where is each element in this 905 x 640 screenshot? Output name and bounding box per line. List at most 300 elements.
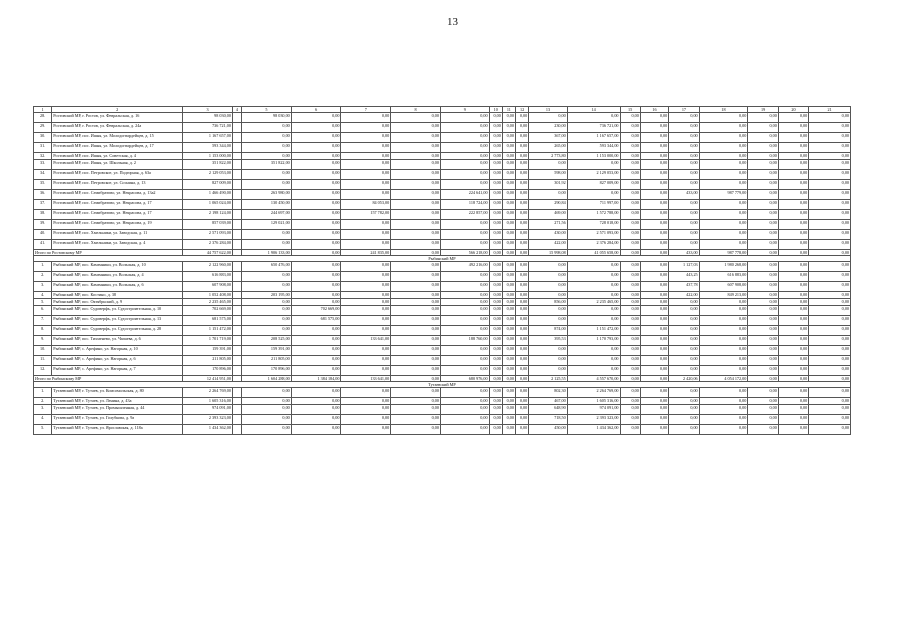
value-cell: 0,00 (640, 143, 668, 153)
value-cell: 0,00 (529, 160, 568, 170)
value-cell: 0,00 (669, 356, 699, 366)
value-cell: 430,00 (529, 230, 568, 240)
total-value-cell: 0,00 (778, 376, 808, 382)
value-cell: 0,00 (515, 316, 528, 326)
value-cell: 0,00 (515, 336, 528, 346)
value-cell (232, 346, 241, 356)
value-cell: 0,00 (341, 306, 391, 316)
value-cell: 0,00 (291, 346, 341, 356)
row-number: 4. (34, 292, 52, 299)
column-number: 21 (809, 107, 851, 113)
value-cell: 492 216,00 (440, 262, 489, 272)
value-cell: 857 039,00 (183, 220, 233, 230)
value-cell: 0,00 (567, 190, 620, 200)
value-cell: 0,00 (567, 366, 620, 376)
value-cell: 0,00 (502, 405, 515, 415)
value-cell: 0,00 (489, 366, 502, 376)
value-cell (232, 220, 241, 230)
value-cell: 0,00 (341, 366, 391, 376)
value-cell: 0,00 (489, 160, 502, 170)
value-cell: 0,00 (640, 262, 668, 272)
value-cell: 0,00 (341, 388, 391, 398)
value-cell: 0,00 (748, 220, 778, 230)
value-cell: 0,00 (778, 316, 808, 326)
value-cell: 0,00 (391, 388, 441, 398)
value-cell: 0,00 (291, 415, 341, 425)
value-cell: 0,00 (515, 230, 528, 240)
value-cell: 1 605 316,00 (183, 398, 233, 405)
value-cell (232, 190, 241, 200)
value-cell: 2 129 053,00 (567, 170, 620, 180)
value-cell: 0,00 (341, 272, 391, 282)
value-cell: 0,00 (748, 306, 778, 316)
value-cell: 0,00 (502, 388, 515, 398)
row-number: 7. (34, 316, 52, 326)
table-row (34, 415, 851, 425)
value-cell: 0,00 (809, 388, 851, 398)
value-cell: 0,00 (291, 230, 341, 240)
value-cell: 0,00 (669, 405, 699, 415)
value-cell: 0,00 (391, 143, 441, 153)
table-row (34, 262, 851, 272)
value-cell: 0,00 (440, 220, 489, 230)
value-cell: 0,00 (778, 160, 808, 170)
address-cell: Ростовский МР, пос. Семибратово, ул. Некрасова, д. 17 (52, 210, 183, 220)
value-cell: 0,00 (809, 262, 851, 272)
value-cell: 849 213,00 (699, 292, 748, 299)
address-cell: Тутаевский МР, г. Тутаев, ул. Ленина, д. 43а (52, 398, 183, 405)
value-cell: 211 805,00 (183, 356, 233, 366)
value-cell: 0,00 (502, 346, 515, 356)
address-cell: Ростовский МР, пос. Семибратово, ул. Некрасова, д. 17 (52, 200, 183, 210)
value-cell: 0,00 (669, 326, 699, 336)
value-cell: 0,00 (620, 153, 640, 160)
value-cell: 0,00 (778, 113, 808, 123)
value-cell: 0,00 (809, 356, 851, 366)
value-cell: 450,00 (529, 425, 568, 435)
value-cell: 728 018,00 (567, 220, 620, 230)
value-cell: 0,00 (809, 133, 851, 143)
column-number: 3 (183, 107, 233, 113)
value-cell: 711 997,00 (567, 200, 620, 210)
value-cell: 0,00 (515, 306, 528, 316)
value-cell: 0,00 (291, 292, 341, 299)
value-cell: 0,00 (809, 180, 851, 190)
value-cell: 222 857,00 (440, 210, 489, 220)
value-cell: 0,00 (502, 262, 515, 272)
value-cell: 0,00 (809, 220, 851, 230)
table-row (34, 170, 851, 180)
column-number: 19 (748, 107, 778, 113)
value-cell: 0,00 (341, 230, 391, 240)
address-cell: Ростовский МР, г. Ростов, ул. Февральская, д. 24а (52, 123, 183, 133)
value-cell: 0,00 (620, 398, 640, 405)
address-cell: Рыбинский МР, пос. Костино, д. 38 (52, 292, 183, 299)
value-cell: 1 151 472,00 (567, 326, 620, 336)
value-cell: 0,00 (440, 272, 489, 282)
value-cell: 0,00 (620, 133, 640, 143)
value-cell: 1 434 362,00 (183, 425, 233, 435)
value-cell: 0,00 (809, 346, 851, 356)
value-cell: 681 575,00 (183, 316, 233, 326)
value-cell: 0,00 (669, 415, 699, 425)
value-cell: 0,00 (748, 272, 778, 282)
value-cell: 0,00 (529, 262, 568, 272)
value-cell: 0,00 (809, 326, 851, 336)
value-cell: 0,00 (291, 282, 341, 292)
value-cell: 0,00 (489, 262, 502, 272)
value-cell: 0,00 (391, 366, 441, 376)
value-cell (232, 240, 241, 250)
column-number: 2 (52, 107, 183, 113)
table-row (34, 123, 851, 133)
total-value-cell: 680 976,00 (440, 376, 489, 382)
column-number: 18 (699, 107, 748, 113)
value-cell: 0,00 (669, 388, 699, 398)
value-cell: 0,00 (778, 306, 808, 316)
value-cell: 0,00 (391, 240, 441, 250)
value-cell: 0,00 (291, 153, 341, 160)
table-row (34, 398, 851, 405)
value-cell: 0,00 (242, 272, 292, 282)
address-cell: Рыбинский МР, пос. Тихменево, ул. Чапаева, д. 6 (52, 336, 183, 346)
value-cell: 0,00 (515, 292, 528, 299)
value-cell: 702 669,00 (183, 306, 233, 316)
value-cell (232, 398, 241, 405)
value-cell: 0,00 (620, 160, 640, 170)
value-cell: 0,00 (242, 405, 292, 415)
value-cell: 0,00 (620, 190, 640, 200)
value-cell: 0,00 (567, 113, 620, 123)
address-cell: Тутаевский МР, г. Тутаев, ул. Голубкова, д. 9а (52, 415, 183, 425)
value-cell: 0,00 (699, 170, 748, 180)
value-cell: 0,00 (620, 388, 640, 398)
value-cell: 0,00 (341, 282, 391, 292)
total-value-cell: 41 055 658,00 (567, 250, 620, 256)
value-cell: 0,00 (620, 405, 640, 415)
value-cell: 0,00 (778, 346, 808, 356)
value-cell: 0,00 (748, 180, 778, 190)
value-cell: 0,00 (778, 326, 808, 336)
value-cell: 0,00 (529, 113, 568, 123)
value-cell: 0,00 (620, 113, 640, 123)
value-cell: 0,00 (242, 388, 292, 398)
value-cell: 0,00 (529, 356, 568, 366)
row-number: 5. (34, 299, 52, 306)
value-cell: 0,00 (341, 316, 391, 326)
value-cell: 0,00 (341, 415, 391, 425)
value-cell: 0,00 (669, 113, 699, 123)
total-value-cell: 241 835,00 (341, 250, 391, 256)
value-cell: 0,00 (291, 170, 341, 180)
value-cell: 1 052 408,00 (183, 292, 233, 299)
value-cell: 351 822,00 (183, 160, 233, 170)
value-cell: 0,00 (502, 415, 515, 425)
value-cell: 0,00 (699, 180, 748, 190)
value-cell: 1 153 000,00 (567, 153, 620, 160)
total-value-cell: 133 641,00 (341, 376, 391, 382)
total-value-cell: 4 054 172,00 (699, 376, 748, 382)
value-cell: 0,00 (391, 306, 441, 316)
value-cell: 0,00 (242, 398, 292, 405)
section-title: Тутаевский МР (34, 382, 851, 388)
value-cell: 0,00 (440, 398, 489, 405)
value-cell: 0,00 (502, 272, 515, 282)
table-row (34, 230, 851, 240)
value-cell: 0,00 (669, 143, 699, 153)
value-cell: 0,00 (699, 366, 748, 376)
value-cell: 0,00 (489, 143, 502, 153)
value-cell: 0,00 (341, 398, 391, 405)
row-number: 2. (34, 272, 52, 282)
value-cell: 0,00 (391, 282, 441, 292)
value-cell: 0,00 (502, 123, 515, 133)
value-cell: 0,00 (669, 180, 699, 190)
value-cell: 0,00 (809, 190, 851, 200)
value-cell: 0,00 (669, 306, 699, 316)
total-value-cell: 0,00 (489, 376, 502, 382)
value-cell: 0,00 (489, 326, 502, 336)
value-cell: 0,00 (489, 113, 502, 123)
value-cell: 0,00 (669, 170, 699, 180)
value-cell: 0,00 (291, 425, 341, 435)
value-cell: 0,00 (502, 425, 515, 435)
value-cell: 0,00 (391, 336, 441, 346)
row-number: 38. (34, 210, 52, 220)
value-cell: 0,00 (809, 153, 851, 160)
value-cell: 170 896,00 (183, 366, 233, 376)
value-cell: 0,00 (669, 220, 699, 230)
value-cell: 0,00 (391, 220, 441, 230)
value-cell: 0,00 (809, 282, 851, 292)
value-cell: 0,00 (502, 113, 515, 123)
value-cell: 0,00 (529, 190, 568, 200)
value-cell: 0,00 (242, 306, 292, 316)
value-cell: 0,00 (440, 170, 489, 180)
value-cell: 2 129 053,00 (183, 170, 233, 180)
value-cell: 0,00 (502, 282, 515, 292)
section-title: Рыбинский МР (34, 256, 851, 262)
value-cell: 0,00 (502, 170, 515, 180)
value-cell: 0,00 (620, 336, 640, 346)
value-cell: 0,00 (620, 262, 640, 272)
value-cell: 290,84 (529, 200, 568, 210)
value-cell: 0,00 (341, 405, 391, 415)
value-cell: 0,00 (669, 425, 699, 435)
value-cell: 0,00 (391, 153, 441, 160)
row-number: 3. (34, 405, 52, 415)
row-number: 3. (34, 282, 52, 292)
value-cell: 0,00 (440, 282, 489, 292)
value-cell: 0,00 (529, 366, 568, 376)
value-cell: 0,00 (699, 143, 748, 153)
value-cell: 0,00 (440, 160, 489, 170)
value-cell: 0,00 (640, 415, 668, 425)
value-cell: 0,00 (242, 153, 292, 160)
value-cell: 0,00 (242, 415, 292, 425)
value-cell: 0,00 (291, 326, 341, 336)
value-cell: 188 760,00 (440, 336, 489, 346)
table-row (34, 405, 851, 415)
total-value-cell: 1 906 133,00 (242, 250, 292, 256)
value-cell: 0,00 (699, 160, 748, 170)
address-cell: Рыбинский МР, пос. Судоверфь, ул. Судостроительная, д. 28 (52, 326, 183, 336)
value-cell: 0,00 (567, 292, 620, 299)
value-cell: 0,00 (440, 366, 489, 376)
total-value-cell: 2 420,06 (669, 376, 699, 382)
value-cell: 0,00 (809, 200, 851, 210)
value-cell (232, 299, 241, 306)
address-cell: Ростовский МР, пос. Хмельники, ул. Заводская, д. 4 (52, 240, 183, 250)
value-cell: 0,00 (778, 425, 808, 435)
value-cell: 0,00 (669, 366, 699, 376)
value-cell: 0,00 (515, 220, 528, 230)
value-cell: 0,00 (699, 230, 748, 240)
value-cell: 0,00 (291, 272, 341, 282)
value-cell: 0,00 (515, 299, 528, 306)
value-cell: 593 344,00 (567, 143, 620, 153)
value-cell: 0,00 (699, 405, 748, 415)
row-number: 6. (34, 306, 52, 316)
table-row (34, 299, 851, 306)
column-number: 9 (440, 107, 489, 113)
value-cell: 0,00 (502, 292, 515, 299)
value-cell: 650 476,00 (242, 262, 292, 272)
value-cell: 0,00 (640, 133, 668, 143)
value-cell: 0,00 (489, 292, 502, 299)
value-cell: 0,00 (242, 170, 292, 180)
value-cell: 0,00 (440, 388, 489, 398)
value-cell: 0,00 (699, 200, 748, 210)
value-cell: 0,00 (669, 133, 699, 143)
value-cell: 0,00 (640, 210, 668, 220)
value-cell: 0,00 (291, 160, 341, 170)
table-row (34, 306, 851, 316)
value-cell: 0,00 (778, 299, 808, 306)
value-cell: 0,00 (620, 425, 640, 435)
value-cell: 0,00 (391, 326, 441, 336)
value-cell: 422,00 (529, 240, 568, 250)
value-cell: 856,00 (529, 299, 568, 306)
value-cell: 0,00 (620, 316, 640, 326)
value-cell: 0,00 (515, 160, 528, 170)
value-cell: 2 376 284,00 (183, 240, 233, 250)
value-cell: 0,00 (567, 346, 620, 356)
value-cell: 0,00 (291, 123, 341, 133)
value-cell: 0,00 (529, 292, 568, 299)
value-cell: 0,00 (502, 220, 515, 230)
value-cell: 0,00 (440, 123, 489, 133)
value-cell: 0,00 (748, 143, 778, 153)
row-number: 32. (34, 153, 52, 160)
value-cell: 0,00 (778, 262, 808, 272)
value-cell: 827 009,00 (183, 180, 233, 190)
value-cell: 0,00 (778, 230, 808, 240)
value-cell: 0,00 (502, 356, 515, 366)
value-cell: 0,00 (809, 170, 851, 180)
value-cell: 0,00 (748, 113, 778, 123)
value-cell: 1 701 719,00 (183, 336, 233, 346)
value-cell: 0,00 (489, 272, 502, 282)
total-value-cell: 433,00 (669, 250, 699, 256)
value-cell: 170 896,00 (242, 366, 292, 376)
value-cell: 736 721,00 (567, 123, 620, 133)
value-cell: 0,00 (391, 190, 441, 200)
value-cell: 0,00 (748, 282, 778, 292)
value-cell: 0,00 (391, 123, 441, 133)
row-number: 4. (34, 415, 52, 425)
value-cell: 616 883,00 (183, 272, 233, 282)
value-cell: 443,25 (669, 272, 699, 282)
value-cell: 0,00 (440, 143, 489, 153)
address-cell: Ростовский МР, пос. Ишня, ул. Школьная, д. 2 (52, 160, 183, 170)
row-number: 2. (34, 398, 52, 405)
value-cell: 98 030,00 (183, 113, 233, 123)
value-cell: 0,00 (291, 388, 341, 398)
value-cell: 0,00 (291, 240, 341, 250)
table-row (34, 366, 851, 376)
value-cell: 0,00 (440, 346, 489, 356)
value-cell: 0,00 (748, 398, 778, 405)
value-cell: 0,00 (515, 113, 528, 123)
value-cell: 0,00 (748, 190, 778, 200)
address-cell: Рыбинский МР, пос. Каменники, ул. Вольская, д. 4 (52, 272, 183, 282)
value-cell: 0,00 (502, 160, 515, 170)
address-cell: Ростовский МР, пос. Семибратово, ул. Некрасова, д. 13а2 (52, 190, 183, 200)
total-value-cell: 0,00 (809, 376, 851, 382)
value-cell: 0,00 (242, 316, 292, 326)
value-cell: 0,00 (515, 262, 528, 272)
value-cell: 0,00 (748, 200, 778, 210)
value-cell: 0,00 (341, 113, 391, 123)
row-number: 37. (34, 200, 52, 210)
value-cell: 1 065 024,00 (183, 200, 233, 210)
value-cell: 2 376 284,00 (567, 240, 620, 250)
value-cell: 2 393 323,00 (567, 415, 620, 425)
row-number: 9. (34, 336, 52, 346)
value-cell: 974 091,00 (567, 405, 620, 415)
value-cell: 874,00 (529, 326, 568, 336)
value-cell: 0,00 (809, 230, 851, 240)
value-cell: 0,00 (489, 170, 502, 180)
value-cell: 0,00 (640, 153, 668, 160)
total-value-cell: 0,00 (502, 250, 515, 256)
value-cell: 0,00 (748, 415, 778, 425)
page-number: 13 (447, 16, 458, 28)
value-cell: 0,00 (640, 123, 668, 133)
value-cell: 129 021,00 (242, 220, 292, 230)
total-value-cell: 0,00 (391, 250, 441, 256)
value-cell: 0,00 (242, 326, 292, 336)
value-cell: 0,00 (341, 346, 391, 356)
value-cell: 0,00 (341, 133, 391, 143)
value-cell: 230,00 (529, 123, 568, 133)
total-value-cell: 0,00 (778, 250, 808, 256)
value-cell: 0,00 (515, 133, 528, 143)
value-cell: 0,00 (699, 316, 748, 326)
value-cell: 0,00 (242, 282, 292, 292)
value-cell: 0,00 (391, 262, 441, 272)
value-cell: 0,00 (502, 133, 515, 143)
value-cell: 0,00 (341, 180, 391, 190)
value-cell: 0,00 (699, 210, 748, 220)
value-cell (232, 282, 241, 292)
value-cell: 157 782,00 (341, 210, 391, 220)
value-cell: 0,00 (489, 240, 502, 250)
value-cell (232, 153, 241, 160)
value-cell: 0,00 (748, 316, 778, 326)
value-cell: 0,00 (748, 366, 778, 376)
